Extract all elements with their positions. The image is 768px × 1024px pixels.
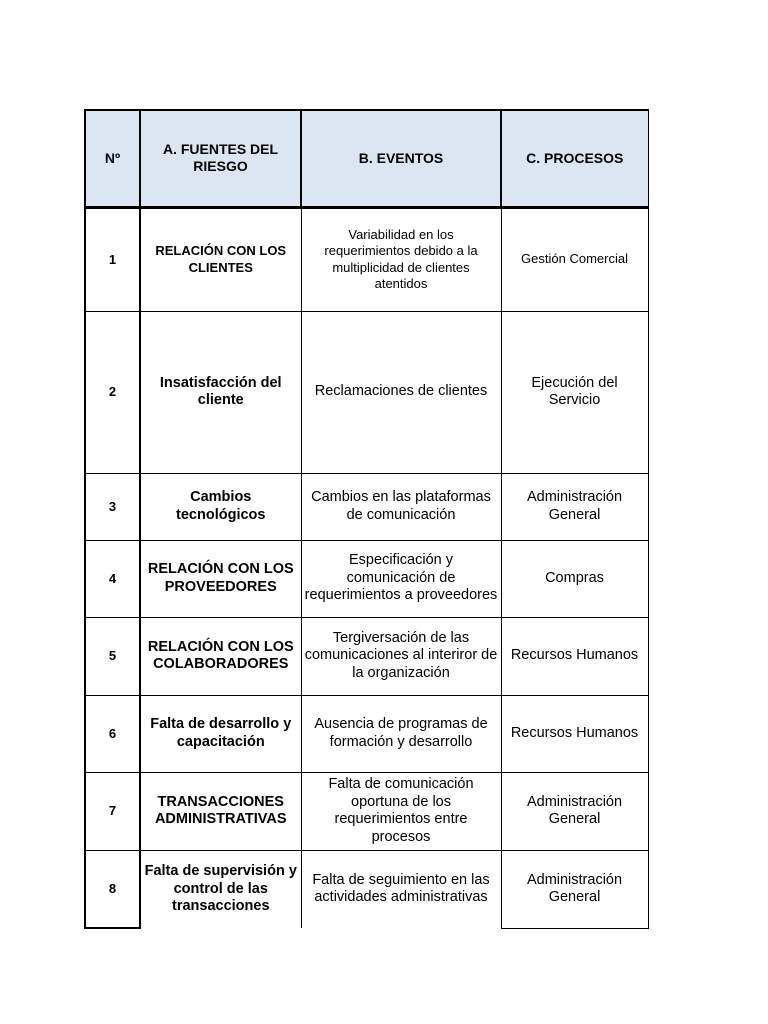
risk-process: Administración General <box>501 473 648 540</box>
risk-process: Gestión Comercial <box>501 207 648 311</box>
table-body <box>85 207 648 928</box>
risk-process: Recursos Humanos <box>501 617 648 695</box>
table-row <box>85 311 648 473</box>
risk-source: Insatisfacción del cliente <box>140 311 301 473</box>
row-number: 3 <box>85 473 140 540</box>
risk-event: Ausencia de programas de formación y desarrollo <box>301 695 501 772</box>
risk-event: Falta de seguimiento en las actividades administrativas <box>301 850 501 928</box>
row-number: 1 <box>85 207 140 311</box>
header-row <box>85 110 648 207</box>
risk-source: RELACIÓN CON LOS PROVEEDORES <box>140 540 301 617</box>
risk-source: RELACIÓN CON LOS CLIENTES <box>140 207 301 311</box>
risk-source: Falta de desarrollo y capacitación <box>140 695 301 772</box>
risk-table <box>84 109 649 929</box>
row-number: 6 <box>85 695 140 772</box>
table-row <box>85 540 648 617</box>
header-risk-sources: A. FUENTES DEL RIESGO <box>140 110 301 207</box>
table-row <box>85 207 648 311</box>
table-row <box>85 850 648 928</box>
row-number: 8 <box>85 850 140 928</box>
risk-event: Variabilidad en los requerimientos debido a la multiplicidad de clientes atentidos <box>301 207 501 311</box>
table-row <box>85 772 648 850</box>
row-number: 2 <box>85 311 140 473</box>
risk-event: Cambios en las plataformas de comunicación <box>301 473 501 540</box>
row-number: 4 <box>85 540 140 617</box>
risk-event: Reclamaciones de clientes <box>301 311 501 473</box>
risk-process: Compras <box>501 540 648 617</box>
risk-process: Administración General <box>501 850 648 928</box>
row-number: 5 <box>85 617 140 695</box>
table-header <box>85 110 648 207</box>
risk-source: Cambios tecnológicos <box>140 473 301 540</box>
risk-event: Tergiversación de las comunicaciones al interiror de la organización <box>301 617 501 695</box>
risk-source: Falta de supervisión y control de las transacciones <box>140 850 301 928</box>
header-processes: C. PROCESOS <box>501 110 648 207</box>
risk-event: Falta de comunicación oportuna de los requerimientos entre procesos <box>301 772 501 850</box>
risk-process: Administración General <box>501 772 648 850</box>
risk-process: Recursos Humanos <box>501 695 648 772</box>
table-row <box>85 473 648 540</box>
header-events: B. EVENTOS <box>301 110 501 207</box>
table-row <box>85 617 648 695</box>
risk-source: TRANSACCIONES ADMINISTRATIVAS <box>140 772 301 850</box>
risk-event: Especificación y comunicación de requerimientos a proveedores <box>301 540 501 617</box>
header-number: Nº <box>85 110 140 207</box>
row-number: 7 <box>85 772 140 850</box>
risk-source: RELACIÓN CON LOS COLABORADORES <box>140 617 301 695</box>
risk-process: Ejecución del Servicio <box>501 311 648 473</box>
table-row <box>85 695 648 772</box>
